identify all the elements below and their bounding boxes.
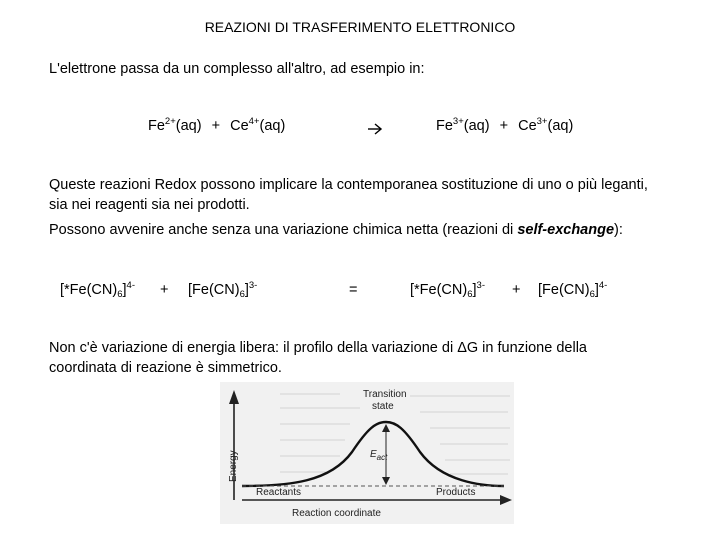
term-fecn6-3: $[Fe(CN)_6]^{3-}$ bbox=[188, 280, 258, 300]
reaction-coordinate-label: Reaction coordinate bbox=[292, 508, 381, 519]
reactants-label: Reactants bbox=[256, 487, 302, 498]
reaction-arrow-icon bbox=[367, 120, 383, 138]
term-fecn6-3-star: $[*Fe(CN)_6]^{3-}$ bbox=[410, 280, 485, 300]
reaction-coordinate-arrowhead bbox=[500, 495, 512, 505]
paragraph-delta-g-line2: coordinata di reazione è simmetrico. bbox=[49, 360, 282, 376]
transition-state-label-line1: Transition bbox=[363, 389, 407, 400]
transition-state-label-line2: state bbox=[372, 401, 394, 412]
activation-energy-label: $E_{act}$ bbox=[370, 449, 388, 462]
reaction1-plus-products: + bbox=[499, 118, 509, 134]
activation-energy-arrow-top bbox=[382, 424, 390, 432]
reaction2-plus-left: + bbox=[160, 282, 169, 298]
paragraph-delta-g bbox=[49, 338, 587, 378]
page-title: REAZIONI DI TRASFERIMENTO ELETTRONICO bbox=[204, 19, 516, 35]
intro-text: L'elettrone passa da un complesso all'altro, ad esempio in: bbox=[49, 61, 425, 77]
reaction2-plus-right: + bbox=[512, 282, 521, 298]
activation-energy-arrow-bottom bbox=[382, 477, 390, 485]
product-ce: $Ce^{3+}(aq)$ bbox=[518, 116, 574, 134]
reaction2-equals: = bbox=[349, 282, 358, 298]
reaction1-products bbox=[436, 118, 573, 134]
paragraph-self-exchange: Possono avvenire anche senza una variazione chimica netta (reazioni di self-exchange): bbox=[49, 222, 623, 238]
reaction1-plus: + bbox=[211, 118, 221, 134]
term-fecn6-4: $[Fe(CN)_6]^{4-}$ bbox=[538, 280, 608, 300]
reactant-ce: $Ce^{4+}(aq)$ bbox=[230, 116, 286, 134]
reaction1-reactants bbox=[148, 118, 285, 134]
energy-axis-arrowhead bbox=[229, 390, 239, 404]
paragraph-delta-g-line1: Non c'è variazione di energia libera: il profilo della variazione di ΔG in funzione della bbox=[49, 340, 587, 356]
energy-profile-diagram bbox=[220, 382, 514, 524]
reactant-fe: $Fe^{2+}(aq)$ bbox=[148, 116, 202, 134]
energy-axis-label: Energy bbox=[228, 450, 239, 482]
self-exchange-emphasis: self-exchange bbox=[517, 222, 615, 238]
term-fecn6-4-star: $[*Fe(CN)_6]^{4-}$ bbox=[60, 280, 135, 300]
product-fe: $Fe^{3+}(aq)$ bbox=[436, 116, 490, 134]
energy-profile-figure bbox=[220, 382, 514, 524]
paragraph-redox: Queste reazioni Redox possono implicare la contemporanea sostituzione di uno o più leganti, sia nei reagenti sia nei prodotti. bbox=[49, 177, 648, 213]
products-label: Products bbox=[436, 487, 476, 498]
